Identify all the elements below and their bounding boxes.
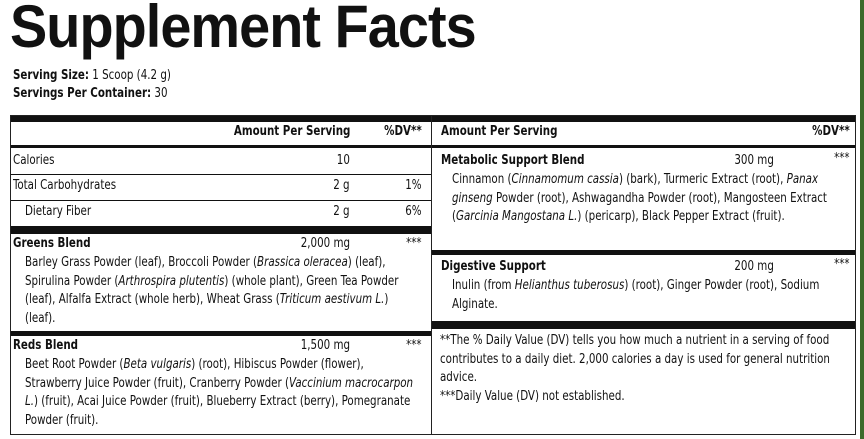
total-carbohydrates-amount: 2 g bbox=[333, 178, 350, 193]
greens-blend-name: Greens Blend bbox=[13, 236, 91, 251]
servings-per-container bbox=[13, 86, 168, 101]
ingredient-latin-name: Triticum aestivum L. bbox=[279, 292, 385, 307]
metabolic-support-blend-dv: *** bbox=[834, 151, 850, 166]
digestive-support-name: Digestive Support bbox=[441, 259, 546, 274]
greens-blend-ingredients bbox=[25, 254, 405, 328]
digestive-support-ingredients bbox=[452, 277, 836, 314]
serving-size-value: 1 Scoop (4.2 g) bbox=[92, 68, 171, 83]
calories-amount: 10 bbox=[336, 153, 350, 168]
total-carbohydrates-label: Total Carbohydrates bbox=[13, 178, 117, 193]
amount-per-serving-header: Amount Per Serving bbox=[233, 124, 350, 139]
page-title: Supplement Facts bbox=[10, 0, 476, 60]
reds-blend-ingredients bbox=[25, 356, 419, 430]
amount-per-serving-header: Amount Per Serving bbox=[441, 124, 558, 139]
ingredient-latin-name: Cinnamomum cassia bbox=[511, 172, 619, 187]
ingredient-latin-name: Beta vulgaris bbox=[123, 357, 192, 372]
ingredient-text: Powder (root), Ashwagandha Powder (root), Mangosteen Extract ( bbox=[452, 190, 827, 224]
servings-per-container-label: Servings Per Container: bbox=[13, 86, 152, 101]
reds-blend-name: Reds Blend bbox=[13, 338, 79, 353]
ingredient-text: ) (fruit), Acai Juice Powder (fruit), Blueberry Extract (berry), Pomegranate Powder (fruit). bbox=[25, 394, 411, 428]
footnote-daily-value: **The % Daily Value (DV) tells you how much a nutrient in a serving of food contributes to a daily diet. 2,000 calories a day is used for general nutrition advice. bbox=[440, 333, 830, 385]
dv-header: %DV** bbox=[384, 124, 422, 139]
section-rule bbox=[11, 331, 431, 336]
right-edge-strip bbox=[860, 0, 864, 439]
row-divider bbox=[11, 174, 431, 175]
servings-per-container-value: 30 bbox=[154, 86, 168, 101]
ingredient-text: ) (bark), Turmeric Extract (root), bbox=[618, 172, 787, 187]
left-facts-panel bbox=[10, 115, 431, 435]
ingredient-text: ) (leaf). bbox=[25, 292, 389, 326]
ingredient-text: Beet Root Powder ( bbox=[25, 357, 124, 372]
ingredient-text: ) (root), Hibiscus Powder (flower), Strawberry Juice Powder (fruit), Cranberry Powder ( bbox=[25, 357, 364, 391]
top-thick-rule bbox=[432, 116, 855, 122]
reds-blend-amount: 1,500 mg bbox=[300, 338, 350, 353]
metabolic-support-blend-name: Metabolic Support Blend bbox=[441, 153, 585, 168]
header-rule bbox=[432, 145, 855, 148]
ingredient-text: Cinnamon ( bbox=[452, 172, 512, 187]
thick-section-rule bbox=[432, 321, 855, 329]
section-rule bbox=[432, 250, 855, 255]
dietary-fiber-amount: 2 g bbox=[333, 204, 350, 219]
calories-label: Calories bbox=[13, 153, 55, 168]
ingredient-latin-name: Brassica oleracea bbox=[257, 255, 348, 270]
ingredient-latin-name: Vaccinium macrocarpon L. bbox=[25, 375, 414, 409]
greens-blend-dv: *** bbox=[406, 236, 422, 251]
metabolic-support-ingredients bbox=[452, 171, 836, 227]
serving-size-label: Serving Size: bbox=[13, 68, 90, 83]
top-thick-rule bbox=[11, 116, 431, 122]
dv-header: %DV** bbox=[812, 124, 850, 139]
ingredient-text: ) (root), Ginger Powder (root), Sodium Alginate. bbox=[452, 278, 820, 312]
row-divider bbox=[11, 200, 431, 201]
ingredient-latin-name: Arthrospira plutentis bbox=[118, 273, 225, 289]
ingredient-text: Inulin (from bbox=[452, 278, 515, 293]
ingredient-latin-name: Helianthus tuberosus bbox=[514, 278, 625, 293]
total-carbohydrates-dv: 1% bbox=[405, 178, 422, 193]
greens-blend-amount: 2,000 mg bbox=[300, 236, 350, 251]
ingredient-text: ) (leaf), Spirulina Powder ( bbox=[25, 255, 386, 289]
header-rule bbox=[11, 145, 431, 148]
metabolic-support-blend-amount: 300 mg bbox=[734, 153, 774, 168]
serving-size bbox=[13, 68, 171, 83]
digestive-support-amount: 200 mg bbox=[734, 259, 774, 274]
reds-blend-dv: *** bbox=[406, 338, 422, 353]
ingredient-latin-name: Panax ginseng bbox=[452, 172, 819, 206]
dietary-fiber-label: Dietary Fiber bbox=[25, 204, 92, 219]
thick-section-rule bbox=[11, 226, 431, 234]
digestive-support-dv: *** bbox=[834, 257, 850, 272]
right-facts-panel bbox=[431, 115, 856, 435]
footnote-not-established: ***Daily Value (DV) not established. bbox=[440, 389, 625, 404]
ingredient-text: ) (pericarp), Black Pepper Extract (fruit). bbox=[577, 209, 785, 224]
ingredient-text: Barley Grass Powder (leaf), Broccoli Powder ( bbox=[25, 255, 258, 270]
ingredient-latin-name: Garcinia Mangostana L. bbox=[456, 209, 578, 224]
dietary-fiber-dv: 6% bbox=[405, 204, 422, 219]
ingredient-text: ) (whole plant), Green Tea Powder (leaf), Alfalfa Extract (whole herb), Wheat Grass ( bbox=[25, 273, 399, 307]
